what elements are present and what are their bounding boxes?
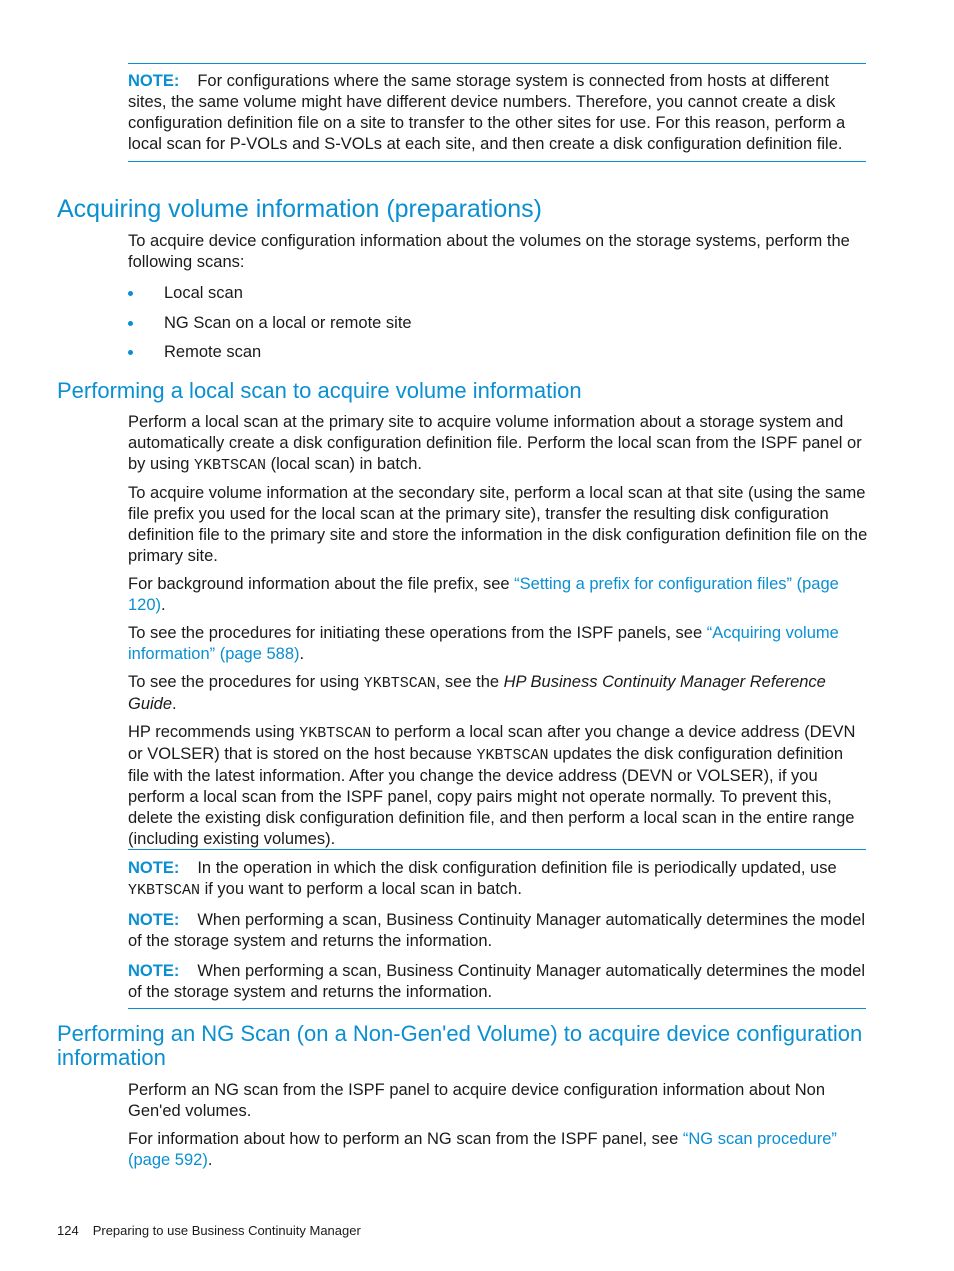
paragraph: To acquire volume information at the secondary site, perform a local scan at that site (using the same file prefix you used for the local scan at the primary site), transfer the resulting disk configuration definition file to the primary site and store the information in the disk configuration definition file on the primary site. — [128, 484, 868, 565]
note-label: NOTE: — [128, 911, 180, 929]
code-ykbtscan: YKBTSCAN — [194, 457, 267, 474]
text: To see the procedures for using — [128, 673, 364, 691]
page-number: 124 — [57, 1223, 79, 1238]
code-ykbtscan: YKBTSCAN — [476, 747, 549, 764]
paragraph: Perform an NG scan from the ISPF panel to acquire device configuration information about Non Gen'ed volumes. — [128, 1081, 826, 1120]
bullet-icon — [128, 350, 133, 355]
text: . — [299, 645, 305, 663]
text: HP recommends using — [128, 723, 300, 741]
text: Perform a local scan at the primary site to acquire volume information about a storage system and automatically create a disk configuration definition file. Perform the local scan from the ISPF panel or by using — [128, 413, 862, 473]
note-text: if you want to perform a local scan in batch. — [200, 880, 522, 898]
paragraph — [128, 1129, 868, 1171]
code-ykbtscan: YKBTSCAN — [299, 725, 372, 742]
paragraph — [128, 672, 868, 715]
bullet-icon — [128, 291, 133, 296]
bullet-icon — [128, 321, 133, 326]
page-footer — [57, 1223, 361, 1238]
note-text: When performing a scan, Business Continuity Manager automatically determines the model of the storage system and returns the information. — [128, 911, 866, 950]
text: . — [172, 695, 177, 713]
note-paragraph — [128, 910, 866, 952]
text: For background information about the file prefix, see — [128, 575, 515, 593]
link-setting-prefix[interactable]: “Setting a prefix for configuration files” (page 120) — [128, 575, 839, 614]
section-heading-performing-ng-scan: Performing an NG Scan (on a Non-Gen'ed Volume) to acquire device configuration information — [57, 1021, 863, 1071]
note-label: NOTE: — [128, 859, 180, 877]
code-ykbtscan: YKBTSCAN — [363, 675, 436, 692]
text: . — [161, 596, 166, 614]
text: (local scan) in batch. — [266, 455, 422, 473]
section-heading-acquiring-volume-information: Acquiring volume information (preparations) — [57, 195, 542, 223]
code-ykbtscan: YKBTSCAN — [128, 882, 201, 899]
text: , see the — [435, 673, 504, 691]
note-text: When performing a scan, Business Continuity Manager automatically determines the model of the storage system and returns the information. — [128, 962, 866, 1001]
note-box-top — [128, 63, 866, 162]
note-text: For configurations where the same storage system is connected from hosts at different sites, the same volume might have different device numbers. Therefore, you cannot create a disk configuration definition file on a site to transfer to the other sites for use. For this reason, perform a local scan for P-VOLs and S-VOLs at each site, and then create a disk configuration definition file. — [128, 72, 846, 153]
text: To see the procedures for initiating these operations from the ISPF panels, see — [128, 624, 707, 642]
note-paragraph — [128, 71, 866, 155]
list-item-text: Remote scan — [164, 343, 262, 361]
list-item-text: NG Scan on a local or remote site — [164, 313, 412, 332]
link-ng-scan-procedure[interactable]: “NG scan procedure” (page 592) — [128, 1130, 837, 1169]
paragraph — [128, 412, 868, 476]
paragraph — [128, 722, 868, 850]
list-item — [128, 313, 868, 343]
section1-intro: To acquire device configuration information about the volumes on the storage systems, perform the following scans: — [128, 232, 850, 271]
paragraph — [128, 623, 868, 665]
text: . — [207, 1151, 213, 1169]
link-acquiring-volume-information[interactable]: “Acquiring volume information” (page 588) — [128, 624, 839, 663]
scan-type-list — [128, 283, 868, 372]
note-paragraph — [128, 858, 866, 901]
chapter-title: Preparing to use Business Continuity Manager — [92, 1223, 361, 1238]
note-paragraph — [128, 961, 866, 1003]
list-item — [128, 283, 868, 313]
reference-guide-title: HP Business Continuity Manager Reference Guide — [128, 673, 826, 713]
text: For information about how to perform an NG scan from the ISPF panel, see — [128, 1130, 683, 1148]
note-label: NOTE: — [128, 962, 180, 980]
note-text: In the operation in which the disk configuration definition file is periodically updated, use — [197, 859, 837, 877]
section-heading-performing-local-scan: Performing a local scan to acquire volume information — [57, 378, 582, 403]
text: updates the disk configuration definition file with the latest information. After you change the device address (DEVN or VOLSER), if you perform a local scan from the ISPF panel, copy pairs might not operate normally. To prevent this, delete the existing disk configuration definition file, and then perform a local scan in the entire range (including existing volumes). — [128, 745, 855, 848]
note-box-group — [128, 849, 866, 1009]
list-item-text: Local scan — [164, 284, 243, 302]
text: to perform a local scan after you change a device address (DEVN or VOLSER) that is stored on the host because — [128, 723, 856, 763]
list-item — [128, 342, 868, 372]
note-label: NOTE: — [128, 72, 180, 90]
section2-body — [128, 412, 868, 850]
paragraph — [128, 574, 868, 616]
section3-body — [128, 1080, 868, 1171]
section1-body — [128, 231, 868, 372]
